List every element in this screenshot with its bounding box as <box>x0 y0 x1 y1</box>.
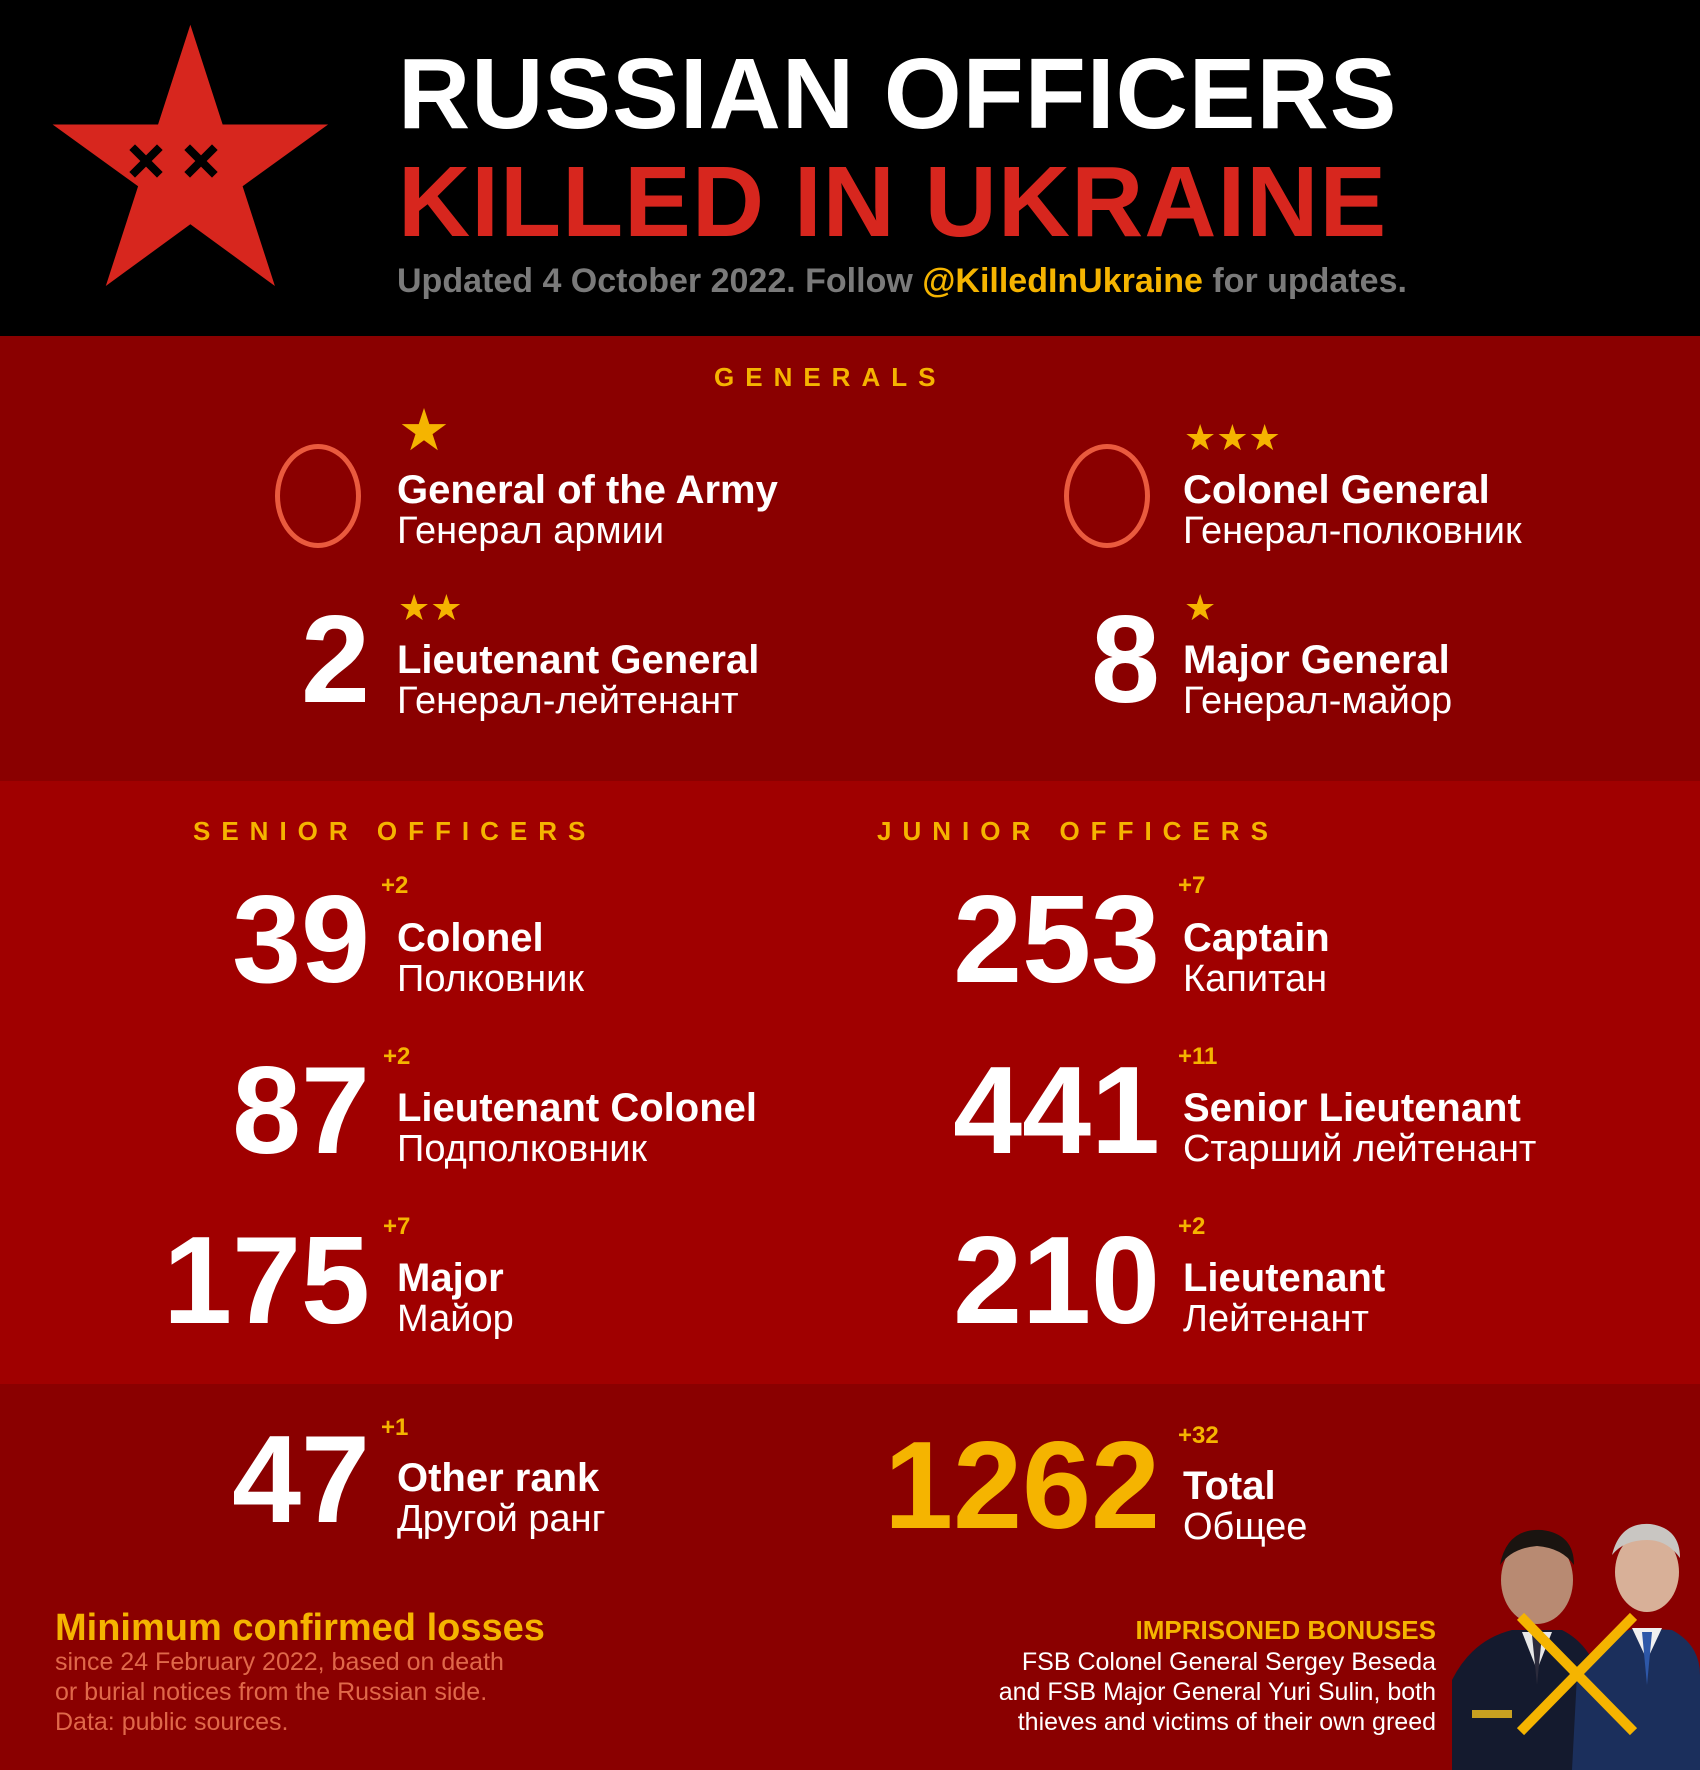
imprisoned-note-line: FSB Colonel General Sergey Beseda <box>1021 1648 1436 1676</box>
rank-major: Major <box>397 1256 504 1300</box>
rank-other-ru: Другой ранг <box>397 1498 606 1540</box>
rank-captain: Captain <box>1183 916 1330 960</box>
person-right-image <box>1572 1524 1700 1770</box>
rank-senior-lieutenant-ru: Старший лейтенант <box>1183 1128 1537 1170</box>
min-losses-note-line: since 24 February 2022, based on death <box>55 1648 504 1676</box>
imprisoned-bonuses-title: IMPRISONED BONUSES <box>1135 1615 1436 1645</box>
three-stars-icon: ★★★ <box>1184 417 1281 458</box>
count-major-general: 8 <box>1091 591 1160 729</box>
count-captain: 253 <box>953 871 1160 1009</box>
delta-colonel: +2 <box>381 872 409 899</box>
count-major: 175 <box>163 1212 370 1350</box>
rank-colonel-general: Colonel General <box>1183 468 1490 512</box>
rank-lieutenant-ru: Лейтенант <box>1183 1298 1369 1340</box>
red-star-with-crossed-eyes-icon <box>45 20 335 295</box>
imprisoned-note-line: thieves and victims of their own greed <box>1017 1708 1436 1736</box>
delta-lieutenant-colonel: +2 <box>383 1043 411 1070</box>
subtitle-prefix: Updated 4 October 2022. Follow <box>397 262 923 300</box>
generals-heading: GENERALS <box>714 362 947 392</box>
delta-captain: +7 <box>1178 872 1206 899</box>
subtitle <box>397 262 1407 301</box>
one-star-icon: ★ <box>1184 587 1217 628</box>
rank-lieutenant-colonel-ru: Подполковник <box>397 1128 648 1170</box>
rank-major-general-ru: Генерал-майор <box>1183 680 1453 722</box>
title-line-2: KILLED IN UKRAINE <box>398 146 1388 258</box>
one-star-icon: ★ <box>398 398 450 463</box>
imprisoned-note-line: and FSB Major General Yuri Sulin, both <box>998 1678 1436 1706</box>
rank-lieutenant: Lieutenant <box>1183 1256 1386 1300</box>
count-senior-lieutenant: 441 <box>953 1042 1160 1180</box>
junior-officers-heading: JUNIOR OFFICERS <box>877 816 1279 846</box>
zero-count-ring <box>275 444 361 548</box>
count-total: 1262 <box>884 1417 1160 1555</box>
rank-captain-ru: Капитан <box>1183 958 1328 1000</box>
senior-officers-heading: SENIOR OFFICERS <box>193 816 597 846</box>
rank-general-of-army: General of the Army <box>397 468 778 512</box>
count-lieutenant: 210 <box>953 1212 1160 1350</box>
imprisoned-generals-photo <box>1452 1510 1700 1770</box>
count-lieutenant-general: 2 <box>301 591 370 729</box>
rank-senior-lieutenant: Senior Lieutenant <box>1183 1086 1521 1130</box>
two-stars-icon: ★★ <box>398 587 463 628</box>
rank-major-general: Major General <box>1183 638 1450 682</box>
delta-senior-lieutenant: +11 <box>1178 1043 1218 1070</box>
min-losses-title: Minimum confirmed losses <box>55 1607 545 1649</box>
rank-colonel-ru: Полковник <box>397 958 584 1000</box>
delta-other-rank: +1 <box>381 1414 409 1441</box>
count-colonel: 39 <box>232 871 370 1009</box>
rank-general-of-army-ru: Генерал армии <box>397 510 665 552</box>
min-losses-note-line: Data: public sources. <box>55 1708 289 1736</box>
rank-colonel: Colonel <box>397 916 544 960</box>
delta-lieutenant: +2 <box>1178 1213 1206 1240</box>
rank-total-ru: Общее <box>1183 1506 1308 1548</box>
delta-total: +32 <box>1178 1422 1219 1449</box>
count-other-rank: 47 <box>232 1411 370 1549</box>
delta-major: +7 <box>383 1213 411 1240</box>
rank-lieutenant-general-ru: Генерал-лейтенант <box>397 680 739 722</box>
rank-total: Total <box>1183 1464 1276 1508</box>
rank-other: Other rank <box>397 1456 600 1500</box>
twitter-handle-link[interactable]: @KilledInUkraine <box>922 262 1203 300</box>
rank-colonel-general-ru: Генерал-полковник <box>1183 510 1522 552</box>
rank-major-ru: Майор <box>397 1298 514 1340</box>
rank-lieutenant-colonel: Lieutenant Colonel <box>397 1086 757 1130</box>
zero-count-ring <box>1064 444 1150 548</box>
min-losses-note-line: or burial notices from the Russian side. <box>55 1678 488 1706</box>
subtitle-suffix: for updates. <box>1202 262 1407 300</box>
rank-lieutenant-general: Lieutenant General <box>397 638 760 682</box>
count-lieutenant-colonel: 87 <box>232 1042 370 1180</box>
title-line-1: RUSSIAN OFFICERS <box>398 38 1398 150</box>
